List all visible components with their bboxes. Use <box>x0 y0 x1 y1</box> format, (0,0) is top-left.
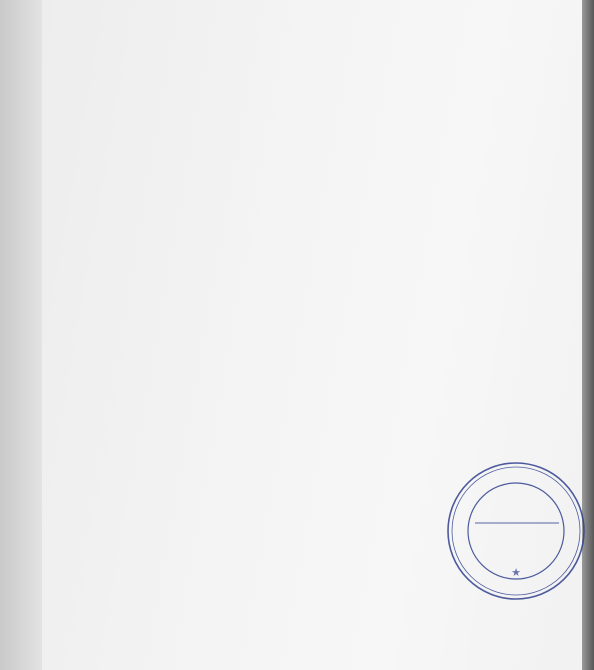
expert-stamp-seal <box>445 460 587 602</box>
star-icon: ★ <box>511 567 521 579</box>
